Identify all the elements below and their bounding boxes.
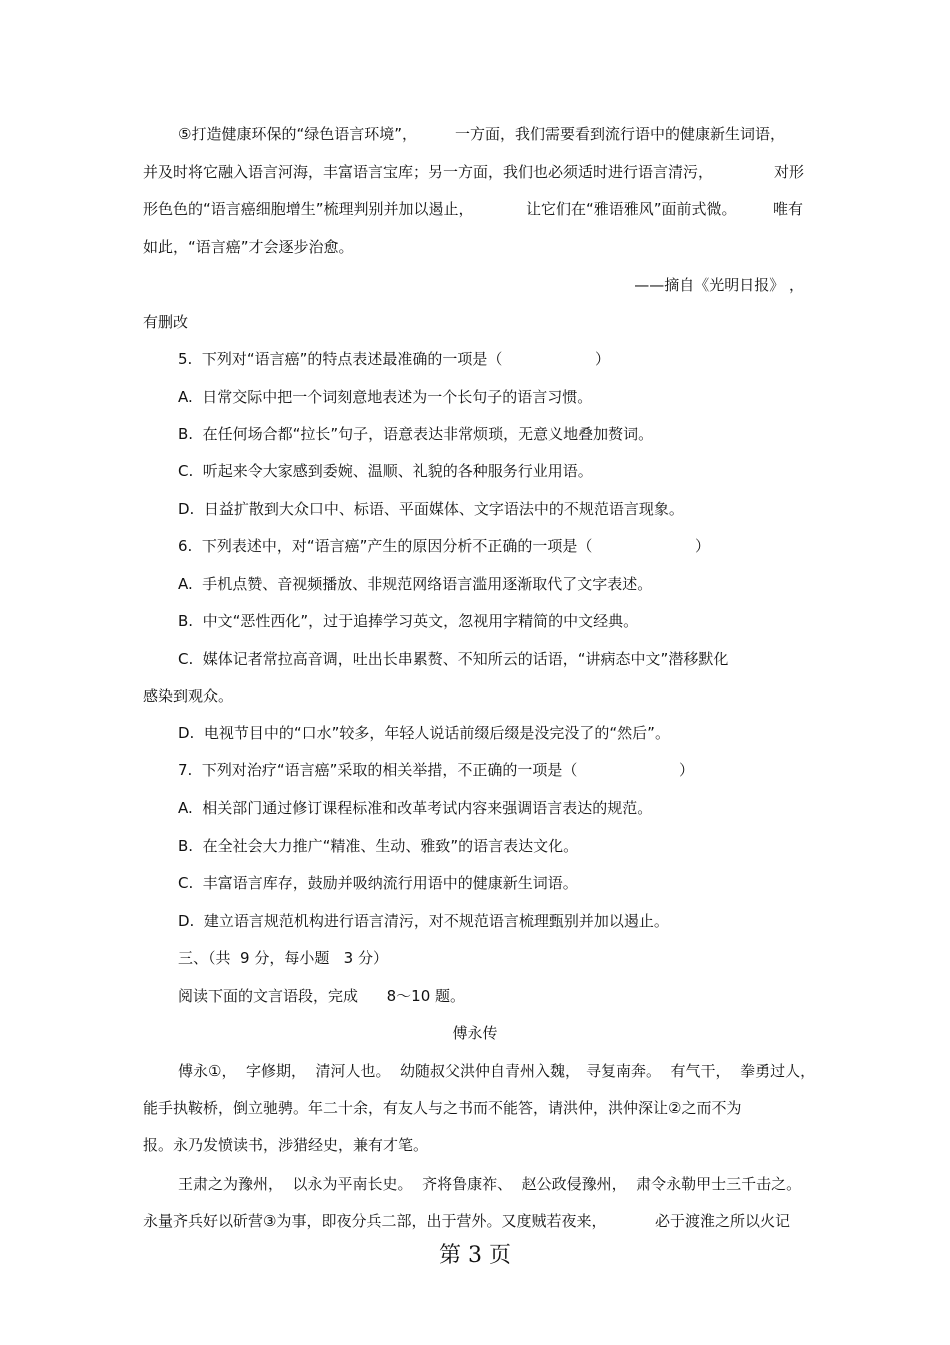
para5-line4: 如此，“语言癌”才会逐步治愈。 [143,238,354,256]
q6-stem: 6. 下列表述中，对“语言癌”产生的原因分析不正确的一项是（ [178,537,593,555]
para5-line2b: 对形 [774,163,805,181]
q7-option-d: D. 建立语言规范机构进行语言清污，对不规范语言梳理甄别并加以遏止。 [178,912,669,930]
passage-p2-line1: 王肃之为豫州， 以永为平南长史。 齐将鲁康祚、 赵公政侵豫州， 肃令永勒甲士三千击之。 [178,1175,802,1193]
para5-line3b: 让它们在“雅语雅风”面前式微。 [526,200,737,218]
q7-paren: ） [679,761,695,779]
q5-option-b: B. 在任何场合都“拉长”句子，语意表达非常烦琐，无意义地叠加赘词。 [178,425,654,443]
section3-header: 三、（共 9 分，每小题 3 分） [178,949,388,967]
q5-paren: ） [595,350,611,368]
passage-p2-line2a: 永量齐兵好以斫营③为事，即夜分兵二部，出于营外。又度贼若夜来， [143,1212,607,1230]
passage-p1-line2: 能手执鞍桥，倒立驰骋。年二十余，有友人与之书而不能答，请洪仲，洪仲深让②之而不为 [143,1099,742,1117]
q5-option-a: A. 日常交际中把一个词刻意地表述为一个长句子的语言习惯。 [178,388,593,406]
para5-line3c: 唯有 [773,200,804,218]
passage-p1-line3: 报。永乃发愤读书，涉猎经史，兼有才笔。 [143,1136,429,1154]
para5-line3a: 形色色的“语言癌细胞增生”梳理判别并加以遏止， [143,200,474,218]
source-line2: 有删改 [143,313,189,331]
para5-line1b: 一方面，我们需要看到流行语中的健康新生词语， [455,125,786,143]
q5-option-c: C. 听起来令大家感到委婉、温顺、礼貌的各种服务行业用语。 [178,462,593,480]
source-line1: ——摘自《光明日报》 ， [634,276,804,294]
q6-option-b: B. 中文“恶性西化”，过于追捧学习英文，忽视用字精简的中文经典。 [178,612,639,630]
para5-line2a: 并及时将它融入语言河海，丰富语言宝库；另一方面，我们也必须适时进行语言清污， [143,163,714,181]
q5-option-d: D. 日益扩散到大众口中、标语、平面媒体、文字语法中的不规范语言现象。 [178,500,684,518]
q6-option-c-line2: 感染到观众。 [143,687,234,705]
para5-line1a: ⑤打造健康环保的“绿色语言环境”， [178,125,417,143]
page-number: 第 3 页 [439,1243,511,1268]
passage-p1-line1a: 傅永①， 字修期， 清河人也。 幼随叔父洪仲自青州入魏， [178,1062,581,1080]
q7-stem: 7. 下列对治疗“语言癌”采取的相关举措，不正确的一项是（ [178,761,578,779]
q7-option-a: A. 相关部门通过修订课程标准和改革考试内容来强调语言表达的规范。 [178,799,653,817]
q6-option-d: D. 电视节目中的“口水”较多，年轻人说话前缀后缀是没完没了的“然后”。 [178,724,670,742]
section3-instruction: 阅读下面的文言语段，完成 8～10 题。 [178,987,466,1005]
q6-paren: ） [695,537,711,555]
q7-option-c: C. 丰富语言库存，鼓励并吸纳流行用语中的健康新生词语。 [178,874,578,892]
passage-p1-line1b: 寻复南奔。 有气干， 拳勇过人， [586,1062,816,1080]
q6-option-a: A. 手机点赞、音视频播放、非规范网络语言滥用逐渐取代了文字表述。 [178,575,653,593]
q5-stem: 5. 下列对“语言癌”的特点表述最准确的一项是（ [178,350,503,368]
passage-title: 傅永传 [452,1024,498,1042]
passage-p2-line2b: 必于渡淮之所以火记 [655,1212,791,1230]
q7-option-b: B. 在全社会大力推广“精准、生动、雅致”的语言表达文化。 [178,837,579,855]
q6-option-c-line1: C. 媒体记者常拉高音调，吐出长串累赘、不知所云的话语，“讲病态中文”潜移默化 [178,650,729,668]
